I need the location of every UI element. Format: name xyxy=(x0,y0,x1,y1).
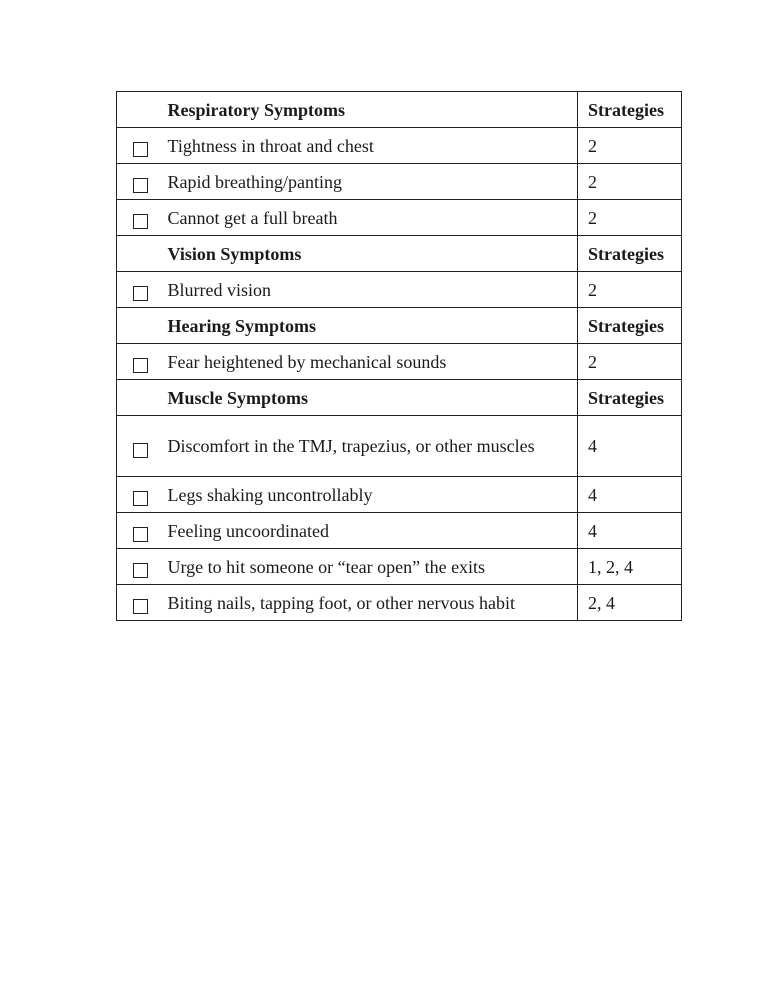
strategy-numbers: 2 xyxy=(578,128,682,164)
symptom-text: Tightness in throat and chest xyxy=(164,128,578,164)
strategy-numbers: 1, 2, 4 xyxy=(578,549,682,585)
table-row xyxy=(117,200,682,236)
table-row xyxy=(117,513,682,549)
header-check-cell xyxy=(117,308,164,344)
symptom-checkbox[interactable] xyxy=(133,286,148,301)
strategies-heading: Strategies xyxy=(578,92,682,128)
header-check-cell xyxy=(117,92,164,128)
symptom-text: Cannot get a full breath xyxy=(164,200,578,236)
section-header-muscle xyxy=(117,380,682,416)
symptom-checkbox[interactable] xyxy=(133,563,148,578)
symptom-text: Rapid breathing/panting xyxy=(164,164,578,200)
table-row xyxy=(117,585,682,621)
table-row xyxy=(117,549,682,585)
symptom-text: Fear heightened by mechanical sounds xyxy=(164,344,578,380)
symptom-checkbox[interactable] xyxy=(133,358,148,373)
symptom-checkbox[interactable] xyxy=(133,599,148,614)
table-row xyxy=(117,272,682,308)
strategies-heading: Strategies xyxy=(578,308,682,344)
section-header-respiratory xyxy=(117,92,682,128)
table-row xyxy=(117,416,682,477)
symptom-text: Discomfort in the TMJ, trapezius, or other muscles xyxy=(164,416,578,477)
symptom-checkbox[interactable] xyxy=(133,142,148,157)
strategy-numbers: 2 xyxy=(578,200,682,236)
symptom-checkbox[interactable] xyxy=(133,214,148,229)
symptom-text: Blurred vision xyxy=(164,272,578,308)
symptom-checkbox[interactable] xyxy=(133,178,148,193)
symptom-text: Biting nails, tapping foot, or other nervous habit xyxy=(164,585,578,621)
table-row xyxy=(117,477,682,513)
strategy-numbers: 2 xyxy=(578,272,682,308)
section-heading: Respiratory Symptoms xyxy=(164,92,578,128)
table-row xyxy=(117,344,682,380)
section-header-hearing xyxy=(117,308,682,344)
strategy-numbers: 2 xyxy=(578,344,682,380)
table-row xyxy=(117,164,682,200)
section-header-vision xyxy=(117,236,682,272)
section-heading: Hearing Symptoms xyxy=(164,308,578,344)
strategy-numbers: 4 xyxy=(578,477,682,513)
strategy-numbers: 4 xyxy=(578,416,682,477)
header-check-cell xyxy=(117,380,164,416)
strategy-numbers: 2, 4 xyxy=(578,585,682,621)
strategies-heading: Strategies xyxy=(578,380,682,416)
table-row xyxy=(117,128,682,164)
section-heading: Muscle Symptoms xyxy=(164,380,578,416)
symptom-text: Legs shaking uncontrollably xyxy=(164,477,578,513)
symptom-checkbox[interactable] xyxy=(133,491,148,506)
strategies-heading: Strategies xyxy=(578,236,682,272)
symptom-text: Feeling uncoordinated xyxy=(164,513,578,549)
symptom-strategy-table xyxy=(116,91,682,621)
symptom-checkbox[interactable] xyxy=(133,443,148,458)
strategy-numbers: 4 xyxy=(578,513,682,549)
symptom-text: Urge to hit someone or “tear open” the exits xyxy=(164,549,578,585)
section-heading: Vision Symptoms xyxy=(164,236,578,272)
header-check-cell xyxy=(117,236,164,272)
strategy-numbers: 2 xyxy=(578,164,682,200)
symptom-checkbox[interactable] xyxy=(133,527,148,542)
